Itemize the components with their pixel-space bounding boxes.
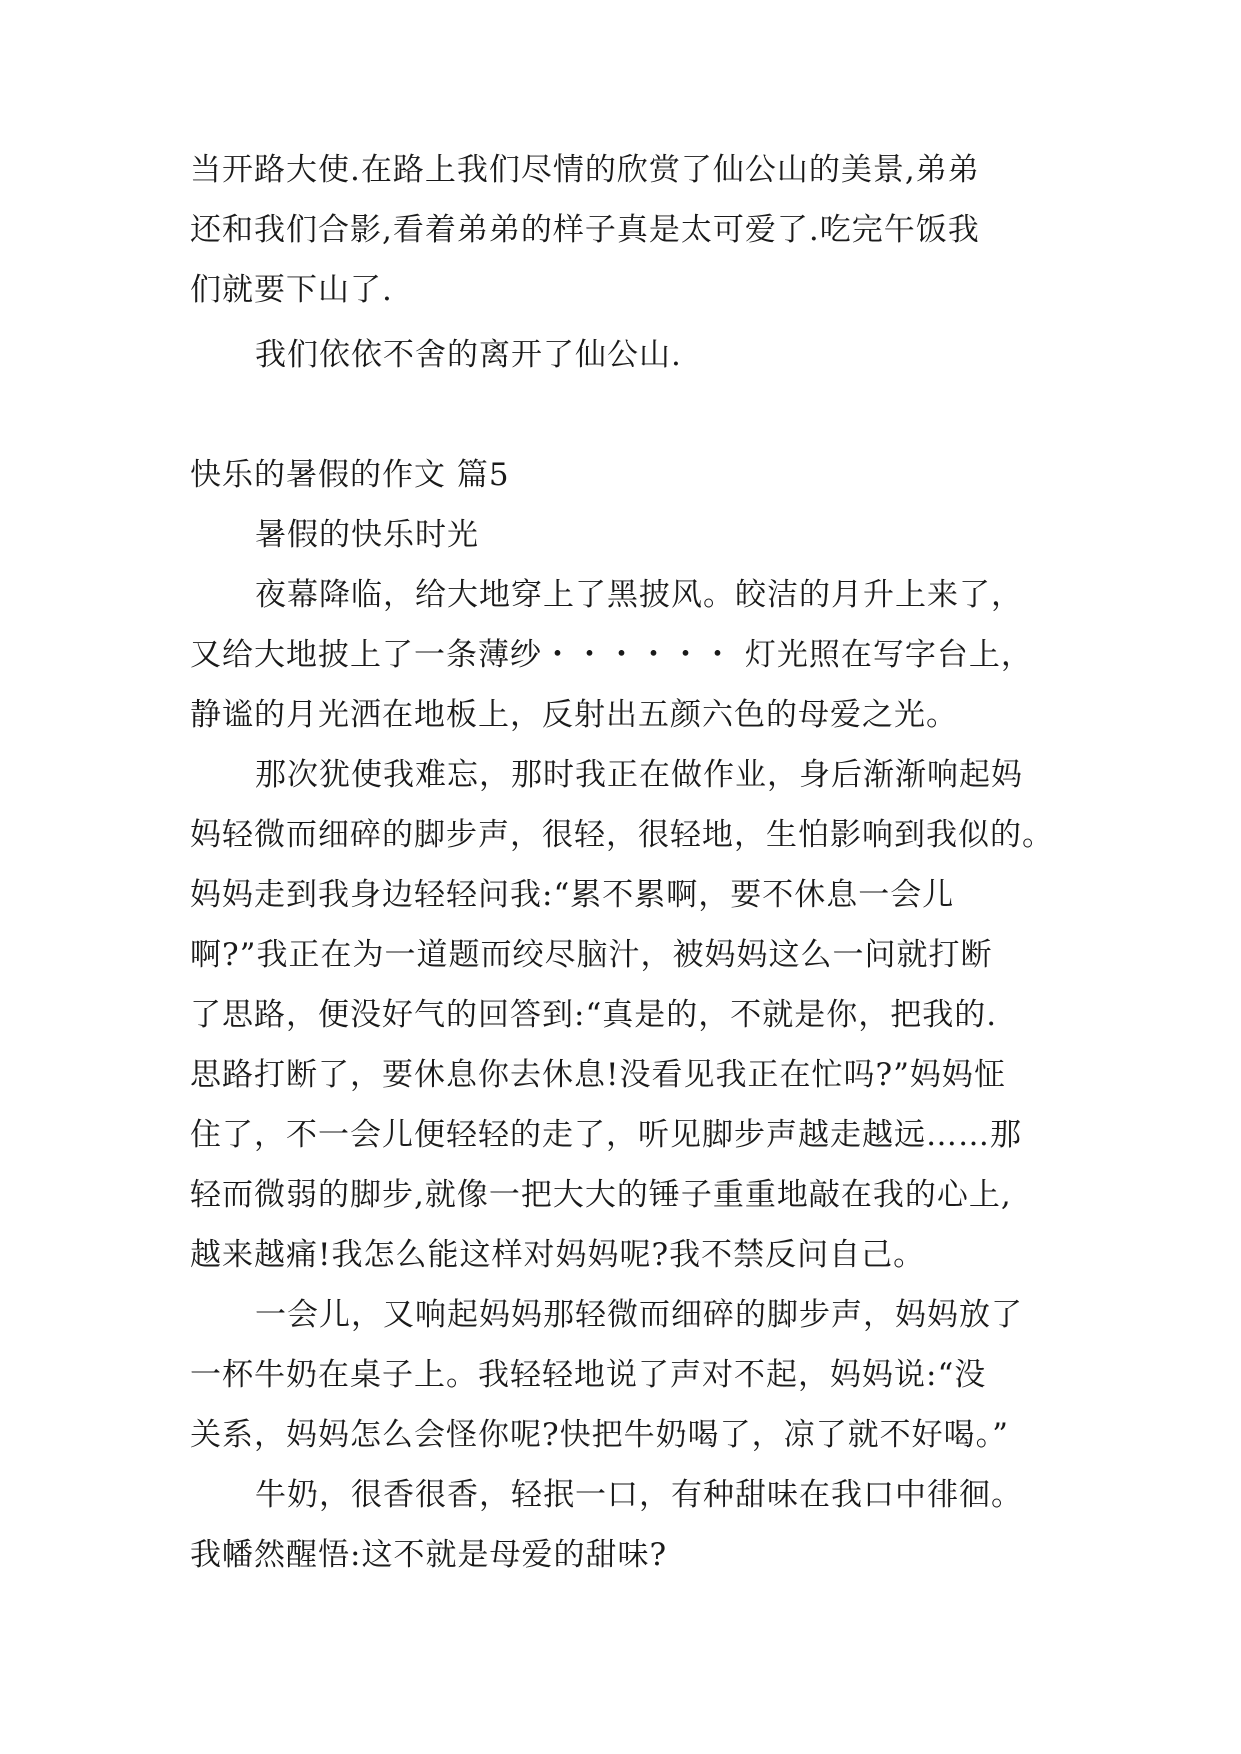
paragraph-line: 我幡然醒悟:这不就是母爱的甜味? bbox=[190, 1537, 668, 1573]
essay-title: 暑假的快乐时光 bbox=[255, 517, 479, 553]
paragraph-line: 轻而微弱的脚步,就像一把大大的锤子重重地敲在我的心上, bbox=[190, 1177, 1012, 1213]
paragraph-line: 牛奶，很香很香，轻抿一口，有种甜味在我口中徘徊。 bbox=[255, 1477, 1023, 1513]
paragraph-line: 夜幕降临，给大地穿上了黑披风。皎洁的月升上来了， bbox=[255, 577, 1023, 613]
paragraph-line: 当开路大使.在路上我们尽情的欣赏了仙公山的美景,弟弟 bbox=[190, 152, 980, 188]
paragraph-line: 越来越痛!我怎么能这样对妈妈呢?我不禁反问自己。 bbox=[190, 1237, 926, 1273]
paragraph-line: 一杯牛奶在桌子上。我轻轻地说了声对不起，妈妈说:“没 bbox=[190, 1357, 987, 1393]
paragraph-line: 还和我们合影,看着弟弟的样子真是太可爱了.吃完午饭我 bbox=[190, 212, 980, 248]
paragraph-line: 关系，妈妈怎么会怪你呢?快把牛奶喝了，凉了就不好喝。” bbox=[190, 1417, 1009, 1453]
paragraph-line: 妈妈走到我身边轻轻问我:“累不累啊，要不休息一会儿 bbox=[190, 877, 955, 913]
paragraph-line: 妈轻微而细碎的脚步声，很轻，很轻地，生怕影响到我似的。 bbox=[190, 817, 1054, 853]
paragraph-line: 又给大地披上了一条薄纱・・・・・・ 灯光照在写字台上， bbox=[190, 637, 1033, 673]
paragraph-line: 思路打断了，要休息你去休息!没看见我正在忙吗?”妈妈怔 bbox=[190, 1057, 1006, 1093]
paragraph-line: 一会儿，又响起妈妈那轻微而细碎的脚步声，妈妈放了 bbox=[255, 1297, 1023, 1333]
paragraph-line: 那次犹使我难忘，那时我正在做作业，身后渐渐响起妈 bbox=[255, 757, 1023, 793]
closing-line: 我们依依不舍的离开了仙公山. bbox=[255, 337, 682, 373]
paragraph-line: 住了，不一会儿便轻轻的走了，听见脚步声越走越远……那 bbox=[190, 1117, 1022, 1153]
section-heading: 快乐的暑假的作文 篇5 bbox=[190, 457, 510, 493]
paragraph-line: 们就要下山了. bbox=[190, 272, 393, 308]
paragraph-line: 静谧的月光洒在地板上，反射出五颜六色的母爱之光。 bbox=[190, 697, 958, 733]
paragraph-line: 了思路，便没好气的回答到:“真是的，不就是你，把我的. bbox=[190, 997, 998, 1033]
paragraph-line: 啊?”我正在为一道题而绞尽脑汁，被妈妈这么一问就打断 bbox=[190, 937, 993, 973]
